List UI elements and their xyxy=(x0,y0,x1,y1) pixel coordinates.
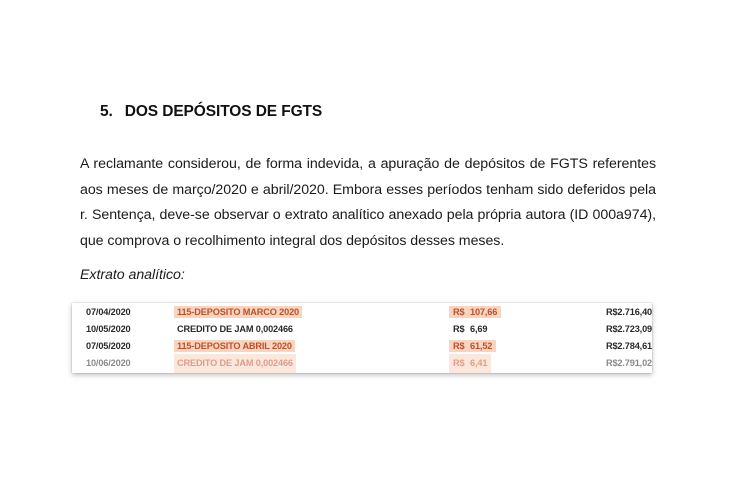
row-description: 115-DEPOSITO ABRIL 2020 xyxy=(174,340,295,352)
row-balance-group xyxy=(600,341,652,351)
row-value-group xyxy=(449,323,491,335)
table-row-clipped xyxy=(72,354,652,373)
row-value-cell xyxy=(449,354,567,373)
row-balance-cell xyxy=(567,337,652,354)
row-description-cell xyxy=(174,320,449,337)
row-balance-currency: R$ xyxy=(605,306,618,317)
row-balance: 2.784,61 xyxy=(617,340,652,351)
row-balance-group xyxy=(600,358,652,368)
row-date-cell xyxy=(72,337,174,354)
table-row xyxy=(72,303,652,320)
row-value-group xyxy=(449,340,496,352)
row-date: 07/05/2020 xyxy=(86,340,131,351)
statement-table xyxy=(72,303,652,373)
row-value: 6,69 xyxy=(470,323,488,334)
extract-caption: Extrato analítico: xyxy=(80,267,185,283)
row-value: 61,52 xyxy=(470,340,493,351)
row-balance-cell xyxy=(567,320,652,337)
statement-table-body xyxy=(72,303,652,373)
row-date-cell xyxy=(72,320,174,337)
row-date: 07/04/2020 xyxy=(86,306,131,317)
section-heading xyxy=(100,103,322,121)
row-date: 10/05/2020 xyxy=(86,323,131,334)
row-value-group xyxy=(449,306,501,318)
row-value-currency: R$ xyxy=(453,323,465,334)
row-value-cell xyxy=(449,320,567,337)
row-balance: 2.791,02 xyxy=(617,358,652,368)
row-value-cell xyxy=(449,337,567,354)
row-description-cell xyxy=(174,354,449,373)
row-date-cell xyxy=(72,303,174,320)
table-row xyxy=(72,320,652,337)
row-date-cell xyxy=(72,354,174,373)
row-value: 107,66 xyxy=(470,306,498,317)
row-balance-cell xyxy=(567,303,652,320)
section-heading-text: DOS DEPÓSITOS DE FGTS xyxy=(124,103,323,120)
row-balance-group xyxy=(600,324,652,334)
row-description: 115-DEPOSITO MARCO 2020 xyxy=(174,306,302,318)
section-heading-number: 5. xyxy=(100,103,113,120)
row-value-currency: R$ xyxy=(453,358,465,368)
row-balance: 2.723,09 xyxy=(617,323,652,334)
row-date: 10/06/2020 xyxy=(86,358,131,368)
row-value-currency: R$ xyxy=(453,340,465,351)
row-description-cell xyxy=(174,303,449,320)
body-paragraph: A reclamante considerou, de forma indevida, a apuração de depósitos de FGTS referentes aos meses de março/2020 e abril/2020. Embora esses períodos tenham sido deferidos pela r. Sentença, deve-se observar o extrato analítico anexado pela própria autora (ID 000a974), que comprova o recolhimento integral dos depósitos desses meses. xyxy=(80,156,656,249)
row-description: CREDITO DE JAM 0,002466 xyxy=(174,354,296,373)
row-balance-currency: R$ xyxy=(605,323,618,334)
row-description: CREDITO DE JAM 0,002466 xyxy=(177,323,293,334)
row-value-group xyxy=(449,354,491,373)
row-balance-cell xyxy=(567,354,652,373)
row-balance-currency: R$ xyxy=(605,358,618,368)
statement-screenshot-panel xyxy=(72,303,652,373)
row-description-cell xyxy=(174,337,449,354)
row-balance-group xyxy=(600,307,652,317)
table-row xyxy=(72,337,652,354)
row-value-cell xyxy=(449,303,567,320)
row-value-currency: R$ xyxy=(453,306,465,317)
row-balance-currency: R$ xyxy=(605,340,618,351)
row-value: 6,41 xyxy=(470,358,488,368)
row-balance: 2.716,40 xyxy=(617,306,652,317)
